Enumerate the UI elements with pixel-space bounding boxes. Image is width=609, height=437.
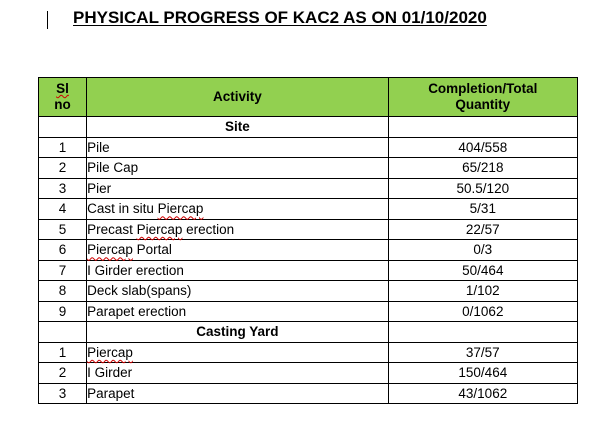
- sl-no-cell: 7: [39, 260, 87, 281]
- spellcheck-flagged-word: Piercap: [87, 344, 133, 360]
- header-activity: Activity: [87, 78, 389, 117]
- table-body: [39, 117, 578, 404]
- sl-no-cell: 5: [39, 219, 87, 240]
- text-cursor: [47, 11, 48, 29]
- sl-no-cell: 3: [39, 178, 87, 199]
- activity-cell: Parapet: [87, 383, 389, 404]
- activity-cell: [87, 199, 389, 220]
- completion-cell: 43/1062: [388, 383, 577, 404]
- table-header-row: [39, 78, 578, 117]
- completion-cell: 404/558: [388, 137, 577, 158]
- activity-text: Cast in situ: [87, 201, 158, 217]
- sl-no-cell: 2: [39, 363, 87, 384]
- activity-cell: I Girder erection: [87, 260, 389, 281]
- activity-cell: Deck slab(spans): [87, 281, 389, 302]
- sl-no-cell: 1: [39, 342, 87, 363]
- table-row: [39, 383, 578, 404]
- activity-cell: [87, 240, 389, 261]
- sl-no-cell: 8: [39, 281, 87, 302]
- spellcheck-flagged-word: Piercap: [157, 201, 204, 217]
- activity-cell: I Girder: [87, 363, 389, 384]
- table-row: [39, 199, 578, 220]
- sl-no-cell: 4: [39, 199, 87, 220]
- completion-cell: 0/1062: [388, 301, 577, 322]
- header-no-label: no: [54, 97, 71, 112]
- completion-cell: 1/102: [388, 281, 577, 302]
- activity-text: Portal: [132, 242, 172, 258]
- table-row: [39, 363, 578, 384]
- completion-cell: 50.5/120: [388, 178, 577, 199]
- sl-no-cell: 3: [39, 383, 87, 404]
- activity-text: Precast: [87, 221, 137, 237]
- completion-cell: 0/3: [388, 240, 577, 261]
- completion-cell: 50/464: [388, 260, 577, 281]
- table-row: [39, 158, 578, 179]
- activity-text: erection: [182, 221, 235, 237]
- completion-cell: 65/218: [388, 158, 577, 179]
- header-completion: [388, 78, 577, 117]
- header-sl-no: [39, 78, 87, 117]
- activity-cell: Parapet erection: [87, 301, 389, 322]
- activity-cell: [87, 342, 389, 363]
- table-row: [39, 137, 578, 158]
- sl-no-cell: 2: [39, 158, 87, 179]
- section-label: Site: [87, 117, 389, 138]
- completion-cell: 22/57: [388, 219, 577, 240]
- spellcheck-flagged-word: Piercap: [136, 221, 183, 237]
- sl-no-cell: 9: [39, 301, 87, 322]
- section-row: [39, 322, 578, 343]
- header-completion-line2: Quantity: [455, 97, 511, 112]
- table-row: [39, 301, 578, 322]
- table-row: [39, 342, 578, 363]
- activity-cell: Pile Cap: [87, 158, 389, 179]
- table-row: [39, 260, 578, 281]
- section-row: [39, 117, 578, 138]
- header-sl-label: Sl: [56, 81, 69, 96]
- activity-cell: Pile: [87, 137, 389, 158]
- spellcheck-flagged-word: Piercap: [87, 242, 133, 258]
- sl-no-cell: 6: [39, 240, 87, 261]
- progress-table: [38, 77, 578, 404]
- document-title: PHYSICAL PROGRESS OF KAC2 AS ON 01/10/2020: [73, 8, 487, 27]
- header-completion-line1: Completion/Total: [428, 81, 538, 96]
- table-row: [39, 178, 578, 199]
- activity-cell: Pier: [87, 178, 389, 199]
- section-empty-cell: [388, 117, 577, 138]
- activity-cell: [87, 219, 389, 240]
- table-row: [39, 219, 578, 240]
- table-row: [39, 281, 578, 302]
- completion-cell: 5/31: [388, 199, 577, 220]
- sl-no-cell: 1: [39, 137, 87, 158]
- completion-cell: 150/464: [388, 363, 577, 384]
- section-empty-cell: [39, 322, 87, 343]
- section-empty-cell: [388, 322, 577, 343]
- table-row: [39, 240, 578, 261]
- section-label: Casting Yard: [87, 322, 389, 343]
- completion-cell: 37/57: [388, 342, 577, 363]
- section-empty-cell: [39, 117, 87, 138]
